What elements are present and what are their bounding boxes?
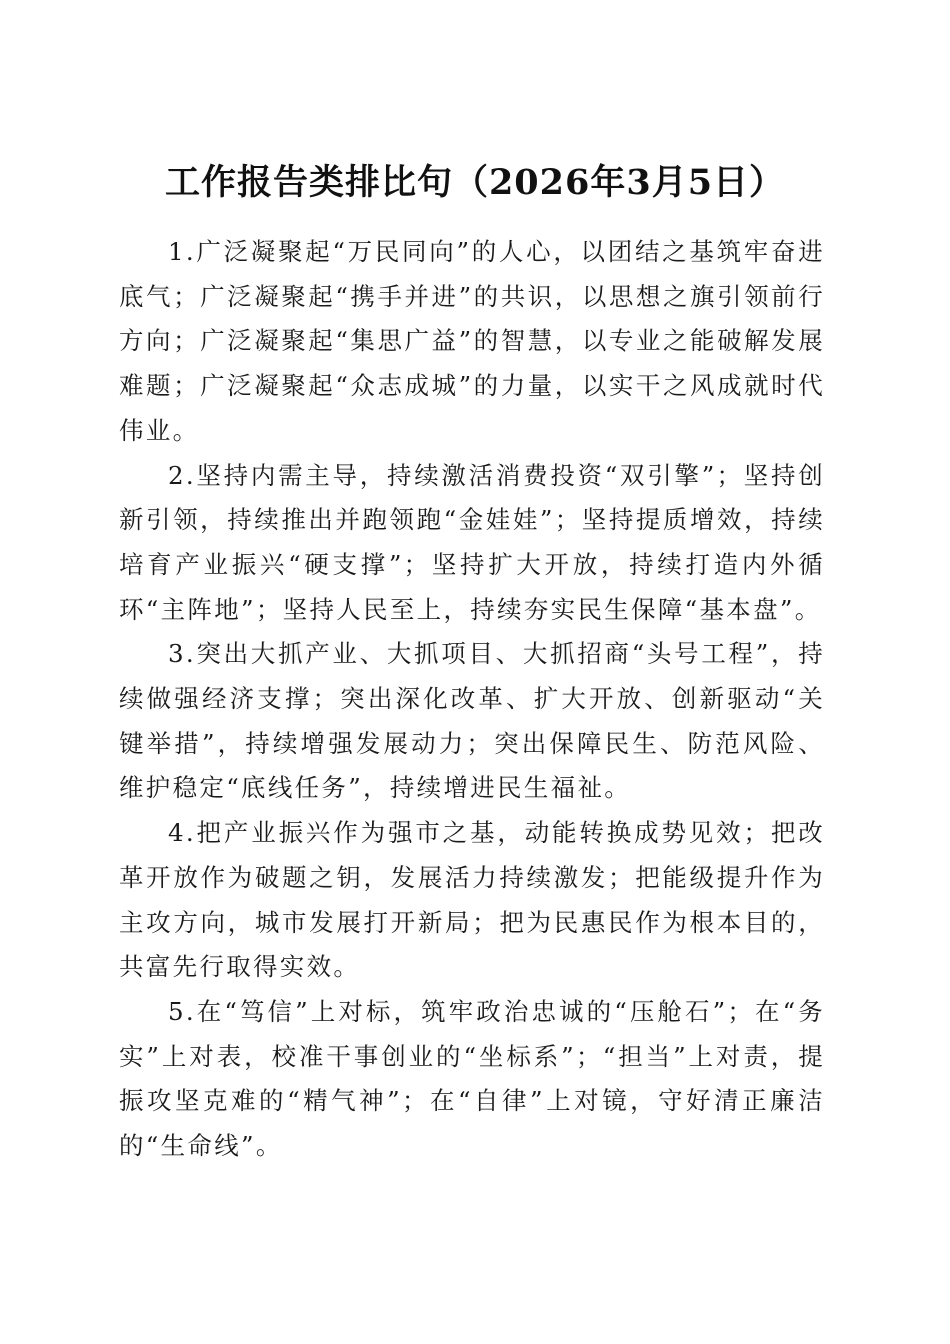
document-title: 工作报告类排比句（2026年3月5日） xyxy=(164,162,786,204)
paragraph-1: 1.广泛凝聚起“万民同向”的人心，以团结之基筑牢奋进底气；广泛凝聚起“携手并进”的共识，以思想之旗引领前行方向；广泛凝聚起“集思广益”的智慧，以专业之能破解发展难题；广泛凝聚起“众志成城”的力量，以实干之风成就时代伟业。 xyxy=(119,237,825,445)
paragraph-3: 3.突出大抓产业、大抓项目、大抓招商“头号工程”，持续做强经济支撑；突出深化改革、扩大开放、创新驱动“关键举措”，持续增强发展动力；突出保障民生、防范风险、维护稳定“底线任务”，持续增进民生福祉。 xyxy=(119,639,825,803)
paragraph-2: 2.坚持内需主导，持续激活消费投资“双引擎”；坚持创新引领，持续推出并跑领跑“金娃娃”；坚持提质增效，持续培育产业振兴“硬支撑”；坚持扩大开放，持续打造内外循环“主阵地”；坚持人民至上，持续夯实民生保障“基本盘”。 xyxy=(119,460,825,624)
paragraph-5: 5.在“笃信”上对标，筑牢政治忠诚的“压舱石”；在“务实”上对表，校准干事创业的“坐标系”；“担当”上对责，提振攻坚克难的“精气神”；在“自律”上对镜，守好清正廉洁的“生命线”。 xyxy=(119,996,825,1161)
paragraph-4: 4.把产业振兴作为强市之基，动能转换成势见效；把改革开放作为破题之钥，发展活力持续激发；把能级提升作为主攻方向，城市发展打开新局；把为民惠民作为根本目的，共富先行取得实效。 xyxy=(119,818,825,982)
document-body xyxy=(119,230,825,1169)
